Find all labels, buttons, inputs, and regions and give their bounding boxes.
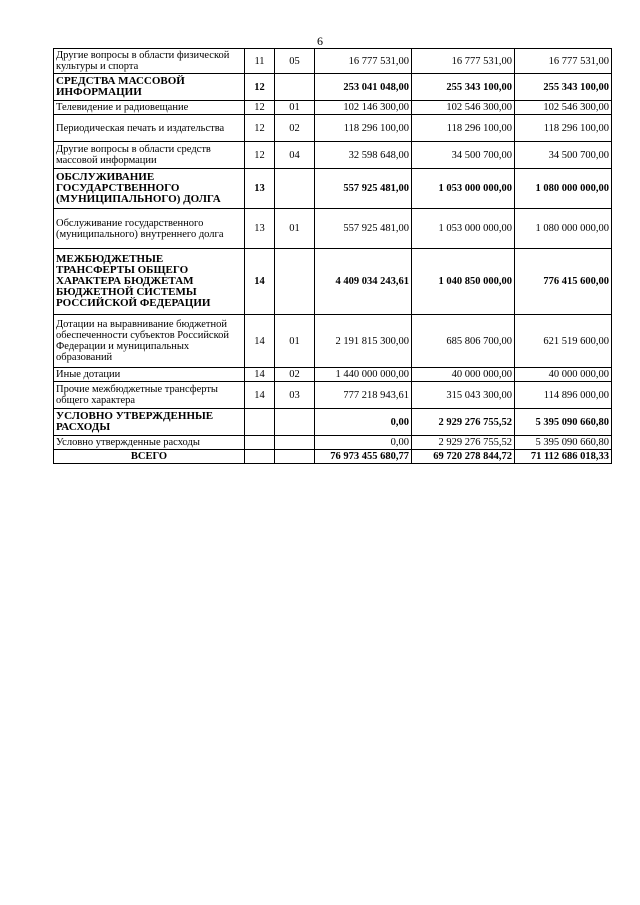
row-amount-year2: 2 929 276 755,52 — [412, 436, 515, 450]
row-name: Обслуживание государственного (муниципального) внутреннего долга — [54, 209, 245, 249]
row-section-code: 13 — [245, 169, 275, 209]
table-row — [54, 101, 612, 115]
row-amount-year2: 255 343 100,00 — [412, 74, 515, 101]
row-subsection-code: 02 — [275, 115, 315, 142]
table-row — [54, 436, 612, 450]
row-name: Иные дотации — [54, 368, 245, 382]
row-section-code: 12 — [245, 142, 275, 169]
row-amount-year3: 5 395 090 660,80 — [515, 409, 612, 436]
row-subsection-code: 05 — [275, 49, 315, 74]
row-subsection-code: 01 — [275, 315, 315, 368]
row-amount-year2: 1 040 850 000,00 — [412, 249, 515, 315]
row-amount-year1: 4 409 034 243,61 — [315, 249, 412, 315]
table-row — [54, 74, 612, 101]
table-row — [54, 409, 612, 436]
row-amount-year1: 557 925 481,00 — [315, 169, 412, 209]
row-subsection-code: 04 — [275, 142, 315, 169]
row-amount-year2: 40 000 000,00 — [412, 368, 515, 382]
table-row — [54, 49, 612, 74]
row-name: Периодическая печать и издательства — [54, 115, 245, 142]
row-amount-year1: 32 598 648,00 — [315, 142, 412, 169]
row-amount-year1: 102 146 300,00 — [315, 101, 412, 115]
table-row — [54, 209, 612, 249]
row-amount-year1: 16 777 531,00 — [315, 49, 412, 74]
row-amount-year2: 685 806 700,00 — [412, 315, 515, 368]
row-subsection-code: 01 — [275, 101, 315, 115]
row-section-code: 14 — [245, 249, 275, 315]
row-amount-year2: 34 500 700,00 — [412, 142, 515, 169]
table-row — [54, 249, 612, 315]
row-amount-year1: 253 041 048,00 — [315, 74, 412, 101]
total-amount-year2: 69 720 278 844,72 — [412, 450, 515, 464]
row-subsection-code — [275, 74, 315, 101]
table-row — [54, 382, 612, 409]
row-amount-year3: 776 415 600,00 — [515, 249, 612, 315]
row-amount-year2: 102 546 300,00 — [412, 101, 515, 115]
row-name: Другие вопросы в области средств массовой информации — [54, 142, 245, 169]
row-amount-year3: 114 896 000,00 — [515, 382, 612, 409]
row-amount-year3: 34 500 700,00 — [515, 142, 612, 169]
row-name: Прочие межбюджетные трансферты общего характера — [54, 382, 245, 409]
row-subsection-code: 01 — [275, 209, 315, 249]
row-amount-year3: 16 777 531,00 — [515, 49, 612, 74]
row-name: СРЕДСТВА МАССОВОЙ ИНФОРМАЦИИ — [54, 74, 245, 101]
row-name: УСЛОВНО УТВЕРЖДЕННЫЕ РАСХОДЫ — [54, 409, 245, 436]
row-amount-year1: 557 925 481,00 — [315, 209, 412, 249]
row-section-code: 11 — [245, 49, 275, 74]
row-subsection-code: 03 — [275, 382, 315, 409]
row-amount-year2: 16 777 531,00 — [412, 49, 515, 74]
row-subsection-code: 02 — [275, 368, 315, 382]
row-amount-year3: 118 296 100,00 — [515, 115, 612, 142]
total-section-empty — [245, 450, 275, 464]
table-row — [54, 115, 612, 142]
row-name: Дотации на выравнивание бюджетной обеспеченности субъектов Российской Федерации и муниципальных образований — [54, 315, 245, 368]
row-section-code — [245, 409, 275, 436]
row-amount-year1: 2 191 815 300,00 — [315, 315, 412, 368]
row-amount-year2: 2 929 276 755,52 — [412, 409, 515, 436]
row-subsection-code — [275, 436, 315, 450]
row-amount-year1: 118 296 100,00 — [315, 115, 412, 142]
row-amount-year3: 5 395 090 660,80 — [515, 436, 612, 450]
row-section-code: 12 — [245, 74, 275, 101]
row-subsection-code — [275, 169, 315, 209]
table-row — [54, 142, 612, 169]
row-section-code: 13 — [245, 209, 275, 249]
row-amount-year1: 777 218 943,61 — [315, 382, 412, 409]
total-amount-year1: 76 973 455 680,77 — [315, 450, 412, 464]
table-row — [54, 368, 612, 382]
row-section-code: 12 — [245, 101, 275, 115]
row-amount-year2: 118 296 100,00 — [412, 115, 515, 142]
row-amount-year3: 1 080 000 000,00 — [515, 209, 612, 249]
row-section-code: 12 — [245, 115, 275, 142]
row-amount-year2: 1 053 000 000,00 — [412, 169, 515, 209]
row-amount-year1: 0,00 — [315, 436, 412, 450]
row-amount-year3: 621 519 600,00 — [515, 315, 612, 368]
row-name: ОБСЛУЖИВАНИЕ ГОСУДАРСТВЕННОГО (МУНИЦИПАЛЬНОГО) ДОЛГА — [54, 169, 245, 209]
budget-table-body — [54, 49, 612, 464]
row-subsection-code — [275, 249, 315, 315]
budget-table — [53, 48, 612, 464]
row-amount-year3: 255 343 100,00 — [515, 74, 612, 101]
page-number: 6 — [317, 34, 323, 48]
total-amount-year3: 71 112 686 018,33 — [515, 450, 612, 464]
row-section-code: 14 — [245, 315, 275, 368]
row-amount-year1: 1 440 000 000,00 — [315, 368, 412, 382]
table-row — [54, 169, 612, 209]
row-subsection-code — [275, 409, 315, 436]
total-subsection-empty — [275, 450, 315, 464]
row-amount-year3: 40 000 000,00 — [515, 368, 612, 382]
row-section-code: 14 — [245, 382, 275, 409]
table-row — [54, 315, 612, 368]
row-amount-year1: 0,00 — [315, 409, 412, 436]
row-amount-year2: 315 043 300,00 — [412, 382, 515, 409]
row-name: Условно утвержденные расходы — [54, 436, 245, 450]
row-section-code — [245, 436, 275, 450]
total-row — [54, 450, 612, 464]
row-name: Телевидение и радиовещание — [54, 101, 245, 115]
row-amount-year3: 102 546 300,00 — [515, 101, 612, 115]
row-section-code: 14 — [245, 368, 275, 382]
row-name: Другие вопросы в области физической культуры и спорта — [54, 49, 245, 74]
row-amount-year2: 1 053 000 000,00 — [412, 209, 515, 249]
row-name: МЕЖБЮДЖЕТНЫЕ ТРАНСФЕРТЫ ОБЩЕГО ХАРАКТЕРА БЮДЖЕТАМ БЮДЖЕТНОЙ СИСТЕМЫ РОССИЙСКОЙ ФЕДЕРАЦИИ — [54, 249, 245, 315]
row-amount-year3: 1 080 000 000,00 — [515, 169, 612, 209]
total-label: ВСЕГО — [54, 450, 245, 464]
